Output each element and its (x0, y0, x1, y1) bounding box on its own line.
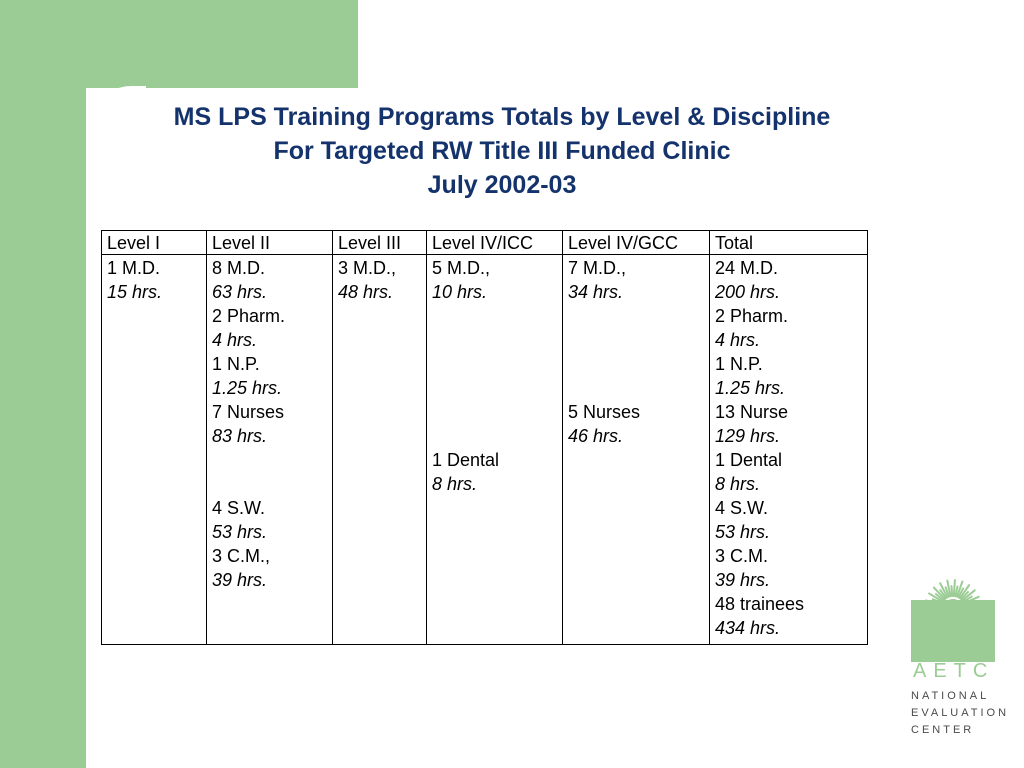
cell-line (568, 328, 705, 352)
cell-line (107, 328, 202, 352)
cell-line (107, 592, 202, 616)
cell-line: 1 M.D. (107, 258, 161, 278)
table-header-row (102, 231, 868, 255)
cell-line: 63 hrs. (212, 282, 268, 302)
cell-line (338, 328, 422, 352)
cell-line (338, 568, 422, 592)
cell-line: 1.25 hrs. (715, 378, 786, 398)
cell-line (568, 520, 705, 544)
cell-line (568, 616, 705, 640)
header-cell: Total (710, 231, 868, 255)
cell-line (338, 376, 422, 400)
cell-line (432, 544, 558, 568)
cell-line (107, 424, 202, 448)
header-cell: Level III (333, 231, 427, 255)
level-1-cell (102, 255, 207, 645)
table-body-row (102, 255, 868, 645)
title-line-1: MS LPS Training Programs Totals by Level & Discipline (173, 103, 831, 131)
cell-line (568, 352, 705, 376)
cell-line (432, 424, 558, 448)
logo-aetc-mark: AETC (913, 660, 995, 682)
level-4-icc-cell (427, 255, 563, 645)
cell-line: 39 hrs. (212, 570, 268, 590)
header-cell: Level I (102, 231, 207, 255)
cell-line (338, 400, 422, 424)
title-line-3: July 2002-03 (427, 171, 577, 199)
cell-line: 1 Dental (432, 450, 500, 470)
cell-line (338, 520, 422, 544)
cell-line: 15 hrs. (107, 282, 163, 302)
cell-line: 13 Nurse (715, 402, 789, 422)
cell-line (338, 304, 422, 328)
cell-line (212, 592, 328, 616)
cell-line (432, 568, 558, 592)
cell-line (432, 520, 558, 544)
cell-line: 3 C.M. (715, 546, 769, 566)
cell-line: 200 hrs. (715, 282, 781, 302)
cell-line: 39 hrs. (715, 570, 771, 590)
cell-line: 48 hrs. (338, 282, 394, 302)
cell-line: 3 C.M., (212, 546, 271, 566)
cell-line (107, 304, 202, 328)
cell-line (107, 448, 202, 472)
cell-line: 46 hrs. (568, 426, 624, 446)
cell-line (568, 568, 705, 592)
cell-line (568, 544, 705, 568)
cell-line (212, 448, 328, 472)
cell-line: 10 hrs. (432, 282, 488, 302)
header-cell: Level II (207, 231, 333, 255)
cell-line: 1 Dental (715, 450, 783, 470)
logo-line-center: CENTER (911, 724, 975, 736)
logo-green-box (911, 600, 995, 662)
cell-line: 4 S.W. (715, 498, 769, 518)
sunburst-ray (951, 586, 952, 596)
cell-line: 7 Nurses (212, 402, 285, 422)
cell-line: 5 M.D., (432, 258, 491, 278)
cell-line (432, 496, 558, 520)
cell-line (338, 544, 422, 568)
cell-line (107, 400, 202, 424)
cell-line (568, 496, 705, 520)
cell-line: 129 hrs. (715, 426, 781, 446)
cell-line (432, 352, 558, 376)
cell-line (107, 520, 202, 544)
level-4-gcc-cell (563, 255, 710, 645)
aetc-logo (907, 578, 1010, 738)
cell-line (338, 616, 422, 640)
level-3-cell (333, 255, 427, 645)
cell-line: 3 M.D., (338, 258, 397, 278)
cell-line (568, 472, 705, 496)
cell-line: 53 hrs. (715, 522, 771, 542)
cell-line (568, 304, 705, 328)
cell-line (432, 616, 558, 640)
cell-line (338, 424, 422, 448)
cell-line: 2 Pharm. (212, 306, 286, 326)
cell-line (432, 304, 558, 328)
cell-line: 5 Nurses (568, 402, 641, 422)
cell-line (107, 352, 202, 376)
cell-line (338, 496, 422, 520)
green-frame-left (0, 0, 86, 768)
cell-line (338, 448, 422, 472)
cell-line: 7 M.D., (568, 258, 627, 278)
slide-title (100, 100, 904, 202)
cell-line (432, 376, 558, 400)
cell-line: 83 hrs. (212, 426, 268, 446)
cell-line: 1 N.P. (212, 354, 260, 374)
cell-line (568, 448, 705, 472)
cell-line (212, 472, 328, 496)
cell-line (107, 496, 202, 520)
logo-line-evaluation: EVALUATION (911, 707, 1010, 719)
cell-line: 48 trainees (715, 594, 805, 614)
cell-line (568, 376, 705, 400)
cell-line: 1 N.P. (715, 354, 763, 374)
level-2-cell (207, 255, 333, 645)
cell-line (107, 616, 202, 640)
cell-line (338, 352, 422, 376)
cell-line (432, 328, 558, 352)
cell-line: 8 M.D. (212, 258, 266, 278)
cell-line: 4 S.W. (212, 498, 266, 518)
cell-line (107, 568, 202, 592)
title-line-2: For Targeted RW Title III Funded Clinic (273, 137, 731, 165)
cell-line (107, 544, 202, 568)
total-cell (710, 255, 868, 645)
cell-line (338, 472, 422, 496)
header-cell: Level IV/ICC (427, 231, 563, 255)
training-totals-table (101, 230, 868, 645)
header-cell: Level IV/GCC (563, 231, 710, 255)
cell-line (338, 592, 422, 616)
cell-line (107, 376, 202, 400)
cell-line: 53 hrs. (212, 522, 268, 542)
logo-line-national: NATIONAL (911, 690, 990, 702)
cell-line: 4 hrs. (212, 330, 258, 350)
cell-line: 2 Pharm. (715, 306, 789, 326)
cell-line: 34 hrs. (568, 282, 624, 302)
cell-line: 8 hrs. (432, 474, 478, 494)
cell-line: 4 hrs. (715, 330, 761, 350)
cell-line (568, 592, 705, 616)
cell-line: 8 hrs. (715, 474, 761, 494)
cell-line (432, 592, 558, 616)
cell-line (107, 472, 202, 496)
cell-line: 434 hrs. (715, 618, 781, 638)
cell-line: 24 M.D. (715, 258, 779, 278)
cell-line: 1.25 hrs. (212, 378, 283, 398)
sunburst-ray (954, 580, 955, 596)
cell-line (432, 400, 558, 424)
cell-line (212, 616, 328, 640)
